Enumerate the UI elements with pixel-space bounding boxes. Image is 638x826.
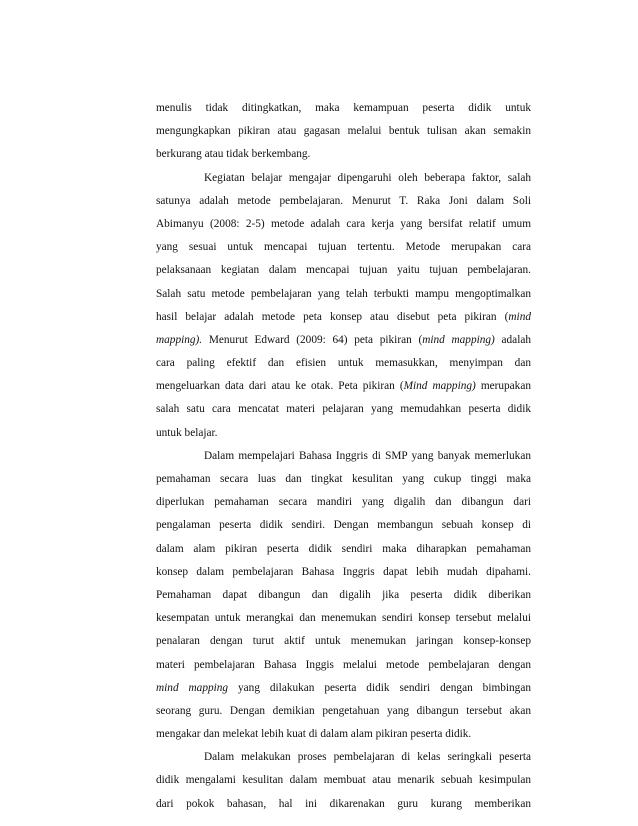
text-line [156,190,531,213]
text-line [156,630,531,653]
text-line [156,398,531,421]
text-segment: berkurang atau tidak berkembang. [156,148,311,161]
text-segment: dalam alam pikiran peserta didik sendiri maka diharapkan pemahaman [156,542,531,555]
text-segment: yang sesuai untuk mencapai tujuan tertentu. Metode merupakan cara [156,241,531,254]
text-segment: pemahaman secara luas dan tingkat kesulitan yang cukup tinggi maka [156,473,531,485]
text-segment: cara paling efektif dan efisien untuk memasukkan, menyimpan dan [156,357,531,370]
italic-text: mind [508,310,531,323]
text-segment: mengungkapkan pikiran atau gagasan melalui bentuk tulisan akan semakin [156,125,531,138]
text-segment: mengeluarkan data dari atau ke otak. Peta pikiran ( [156,380,404,393]
text-line [156,375,531,398]
text-line [156,723,531,746]
text-line [156,120,531,143]
text-line [156,584,531,607]
paragraph [156,445,531,746]
text-segment: Salah satu metode pembelajaran yang telah terbukti mampu mengoptimalkan [156,287,531,300]
text-segment: Dalam mempelajari Bahasa Inggris di SMP yang banyak memerlukan [204,449,531,462]
text-segment: didik mengalami kesulitan dalam membuat atau menarik sebuah kesimpulan [156,774,531,787]
text-segment: hasil belajar adalah metode peta konsep atau disebut peta pikiran ( [156,310,509,323]
italic-text: mind mapping [156,681,229,694]
text-line [156,677,531,700]
text-segment: adalah [494,333,531,346]
italic-text: mapping). [156,333,203,346]
text-line [156,306,531,329]
text-segment: untuk belajar. [156,426,218,439]
text-line [156,491,531,514]
text-line [156,143,531,166]
text-segment: salah satu cara mencatat materi pelajaran yang memudahkan peserta didik [156,403,531,416]
italic-text: Mind mapping) [403,380,476,393]
italic-text: mind mapping) [422,333,495,346]
text-line [156,468,531,491]
text-segment: mengakar dan melekat lebih kuat di dalam alam pikiran peserta didik. [156,728,472,741]
text-segment: merupakan [475,380,531,393]
text-segment: yang dilakukan peserta didik sendiri dengan bimbingan [228,681,531,694]
text-line [156,445,531,468]
text-line [156,97,531,120]
text-segment: Dalam melakukan proses pembelajaran di kelas seringkali peserta [204,751,531,764]
text-segment: satunya adalah metode pembelajaran. Menurut T. Raka Joni dalam Soli [156,194,531,207]
text-line [156,561,531,584]
text-line [156,329,531,352]
paragraph [156,167,531,445]
text-line [156,213,531,236]
text-line [156,283,531,306]
text-line [156,422,531,445]
text-line [156,769,531,792]
text-segment: konsep dalam pembelajaran Bahasa Inggris dapat lebih mudah dipahami. [156,565,531,578]
paragraph [156,746,531,816]
text-segment: seorang guru. Dengan demikian pengetahuan yang dibangun tersebut akan [156,704,531,717]
text-line [156,236,531,259]
text-line [156,607,531,630]
text-line [156,259,531,282]
text-segment: materi pembelajaran Bahasa Inggis melalui metode pembelajaran dengan [156,658,531,671]
text-line [156,514,531,537]
text-segment: penalaran dengan turut aktif untuk menemukan jaringan konsep-konsep [156,635,531,648]
text-segment: Abimanyu (2008: 2-5) metode adalah cara kerja yang bersifat relatif umum [156,217,531,230]
text-segment: pengalaman peserta didik sendiri. Dengan membangun sebuah konsep di [156,519,531,532]
text-segment: pelaksanaan kegiatan dalam mencapai tujuan yaitu tujuan pembelajaran. [156,264,531,277]
text-segment: diperlukan pemahaman secara mandiri yang digalih dan dibangun dari [156,496,531,509]
text-line [156,746,531,769]
text-segment: Kegiatan belajar mengajar dipengaruhi oleh beberapa faktor, salah [204,171,531,184]
text-line [156,167,531,190]
text-segment: Pemahaman dapat dibangun dan digalih jika peserta didik diberikan [156,588,531,601]
document-page [156,97,531,816]
text-line [156,793,531,816]
text-line [156,352,531,375]
text-line [156,538,531,561]
text-segment: dari pokok bahasan, hal ini dikarenakan guru kurang memberikan [156,797,531,810]
text-line [156,700,531,723]
text-segment: menulis tidak ditingkatkan, maka kemampuan peserta didik untuk [156,102,531,114]
text-segment: Menurut Edward (2009: 64) peta pikiran ( [202,333,423,346]
paragraph [156,97,531,167]
text-segment: kesempatan untuk merangkai dan menemukan sendiri konsep tersebut melalui [156,612,531,625]
text-line [156,654,531,677]
